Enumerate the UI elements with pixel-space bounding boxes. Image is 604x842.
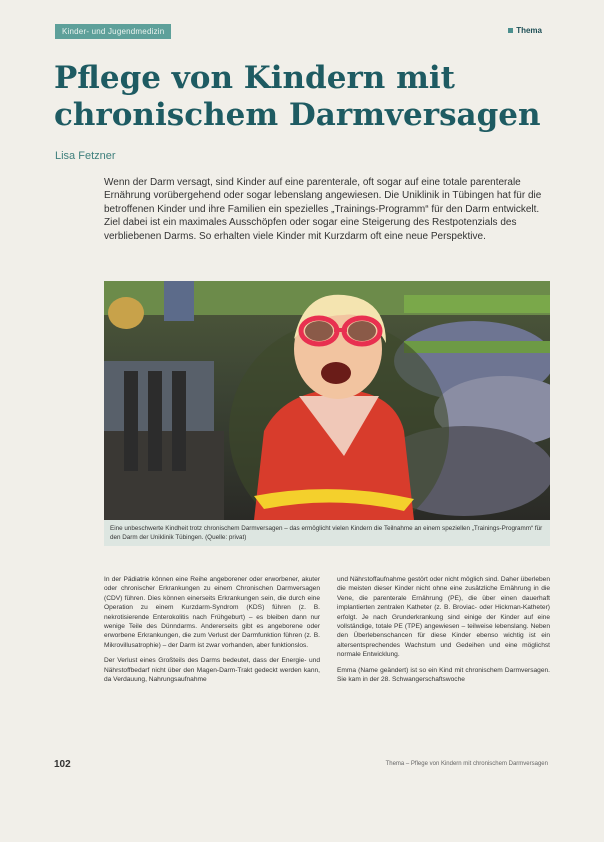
square-icon — [508, 28, 513, 33]
body-column-left — [104, 575, 320, 690]
body-column-right — [337, 575, 550, 690]
body-paragraph: In der Pädiatrie können eine Reihe angeborener oder erworbener, akuter oder chronischer Erkrankungen zu einem Chronischen Darmversagen (CDV) führen. Dies können einerseits Erkrankungen sein, die durch eine Operation zu einem Kurzdarm-Syndrom (KDS) führen (z. B. nekrotisierende Enterokolitis nach Frühgeburt) – es bleiben dann nur wenige Teile des Dünndarms. Andererseits gibt es angeborene oder erworbene Erkrankungen, die zum Verlust der Darmfunktion führen (z. B. Mikrovillusatrophie) – der Darm ist zwar vorhanden, aber funktionslos. — [104, 576, 320, 649]
author-name: Lisa Fetzner — [55, 150, 116, 162]
article-lead: Wenn der Darm versagt, sind Kinder auf eine parenterale, oft sogar auf eine totale parenterale Ernährung vorübergehend oder sogar lebenslang angewiesen. Die Uniklinik in Tübingen hat für die betroffenen Kinder und ihre Familien ein spezielles „Trainings-Programm“ für den Darm entwickelt. Ziel dabei ist ein maximales Ausschöpfen oder sogar eine Steigerung des Restpotenzials des verbliebenen Darms. So erhalten viele Kinder mit Kurzdarm oft eine neue Perspektive. — [104, 177, 542, 242]
page-number: 102 — [54, 759, 71, 770]
article-title: Pflege von Kindern mit chronischem Darmversagen — [54, 60, 541, 133]
body-paragraph: Der Verlust eines Großteils des Darms bedeutet, dass der Energie- und Nährstoffbedarf nicht über den Magen-Darm-Trakt gedeckt werden kann, da Verdauung, Nahrungsaufnahme — [104, 657, 320, 684]
body-paragraph: und Nährstoffaufnahme gestört oder nicht möglich sind. Daher überleben die meisten dieser Kinder nicht ohne eine zusätzliche Ernährung in die Vene, die parenterale Ernährung (PE), die über einen dauerhaft implantierten zentralen Katheter (z. B. Broviac- oder Hickman-Katheter) erfolgt. Je nach Grunderkrankung sind einige der Kinder auf eine vollständige, totale PE (TPE) angewiesen – teilweise lebenslang. Neben den Überlebenschancen für diese Kinder ebenso wichtig ist ein altersentsprechendes Wachstum und Gedeihen und eine möglichst normale Entwicklung. — [337, 576, 550, 659]
child-photo-image — [104, 281, 550, 520]
section-tag-text: Thema — [516, 26, 542, 35]
running-footer: Thema – Pflege von Kindern mit chronischem Darmversagen — [385, 761, 548, 767]
category-label: Kinder- und Jugendmedizin — [55, 24, 171, 39]
section-tag — [508, 26, 542, 35]
article-photo — [104, 281, 550, 520]
body-paragraph: Emma (Name geändert) ist so ein Kind mit chronischem Darmversagen. Sie kam in der 28. Schwangerschaftswoche — [337, 666, 550, 684]
photo-caption: Eine unbeschwerte Kindheit trotz chronischem Darmversagen – das ermöglicht vielen Kindern die Teilnahme an einem speziellen „Trainings-Programm“ für den Darm der Uniklinik Tübingen. (Quelle: privat) — [104, 520, 550, 546]
